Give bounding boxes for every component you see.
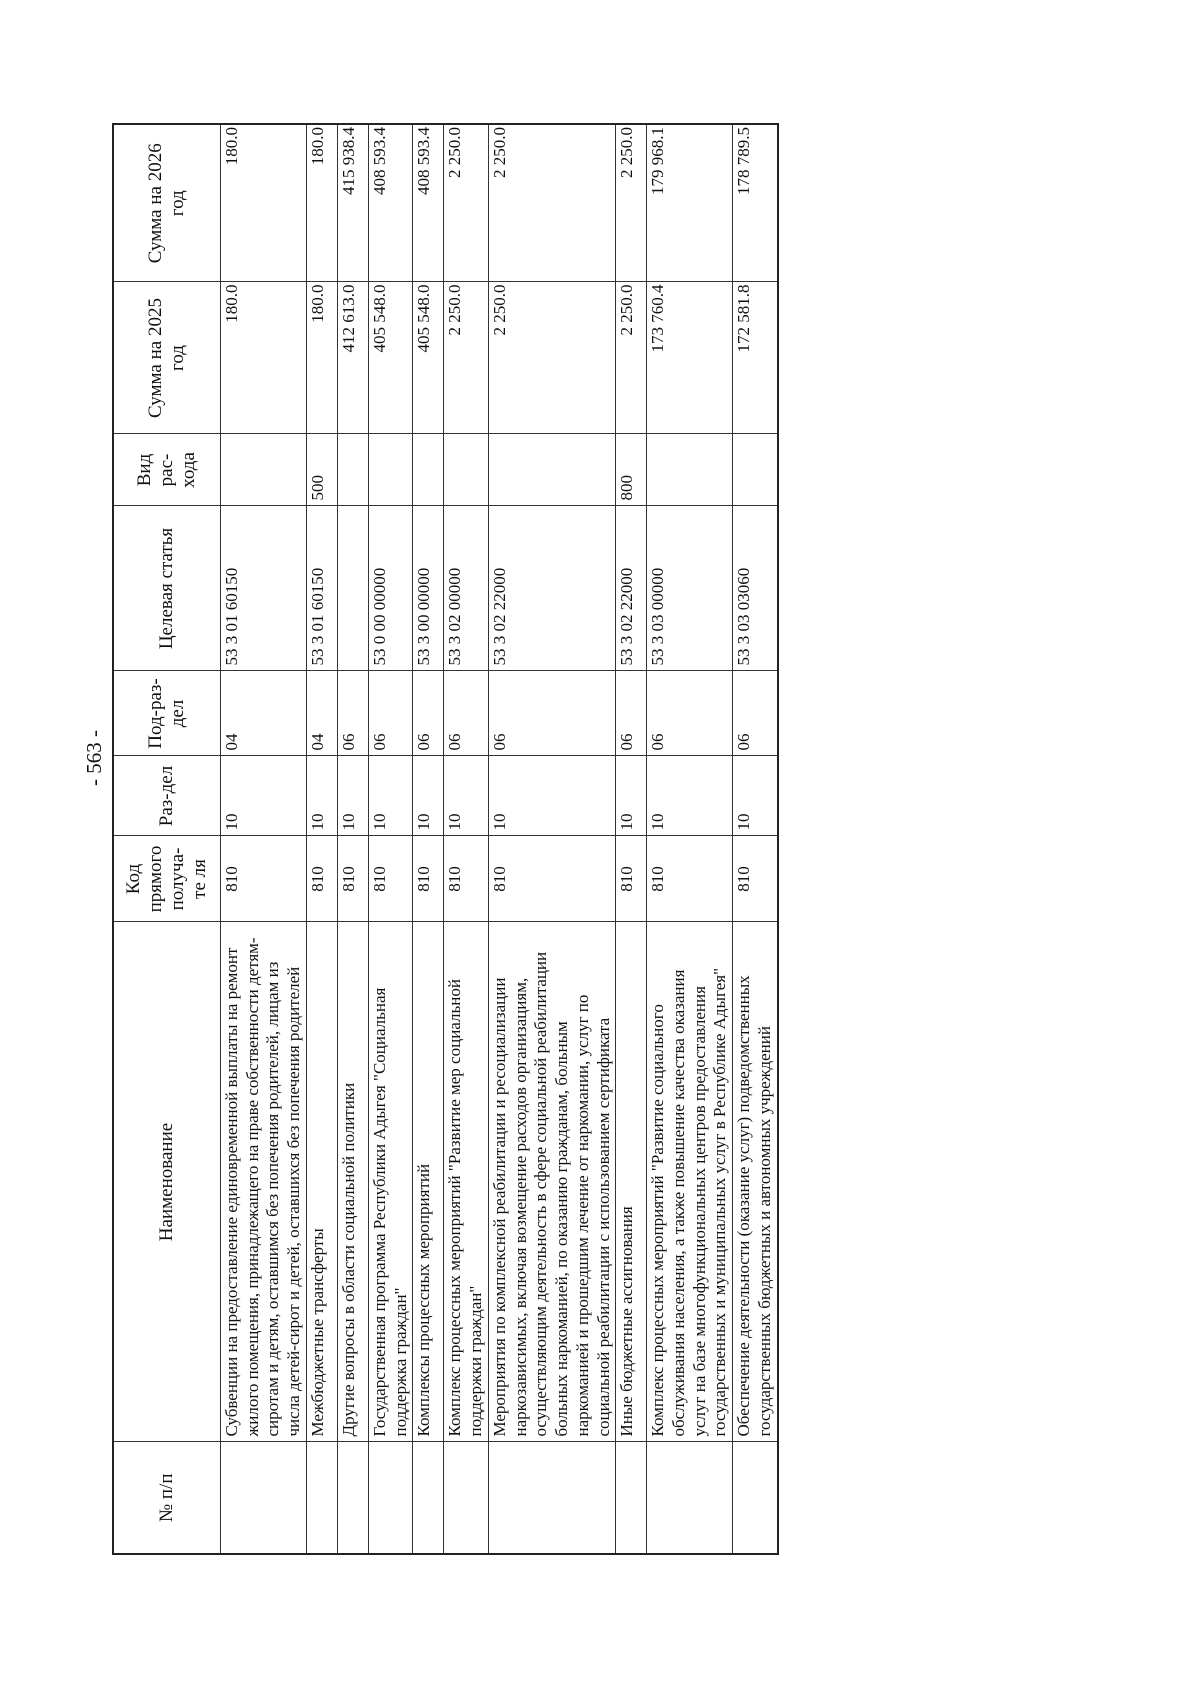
cell-num	[368, 1442, 412, 1554]
table-header-row	[113, 124, 221, 1554]
cell-code: 810	[444, 836, 488, 922]
cell-article: 53 0 00 00000	[368, 506, 412, 671]
cell-razdel: 10	[647, 756, 733, 836]
header-razdel: Раз-дел	[113, 756, 221, 836]
header-sum-2025: Сумма на 2025 год	[113, 282, 221, 434]
cell-podrazdel: 06	[368, 671, 412, 756]
cell-vid	[337, 434, 368, 506]
cell-podrazdel: 06	[616, 671, 647, 756]
cell-razdel: 10	[337, 756, 368, 836]
table-row	[616, 124, 647, 1554]
cell-razdel: 10	[221, 756, 307, 836]
table-row	[221, 124, 307, 1554]
cell-podrazdel: 04	[221, 671, 307, 756]
header-podrazdel: Под-раз-дел	[113, 671, 221, 756]
cell-razdel: 10	[733, 756, 778, 836]
cell-article: 53 3 02 22000	[488, 506, 615, 671]
cell-sum-2025: 172 581.8	[733, 282, 778, 434]
cell-code: 810	[368, 836, 412, 922]
header-sum-2026: Сумма на 2026 год	[113, 124, 221, 282]
cell-vid: 800	[616, 434, 647, 506]
cell-sum-2026: 180.0	[306, 124, 337, 282]
cell-podrazdel: 04	[306, 671, 337, 756]
table-row	[444, 124, 488, 1554]
page-number: - 563 -	[82, 730, 106, 786]
table-body	[221, 124, 778, 1554]
cell-num	[647, 1442, 733, 1554]
cell-vid	[413, 434, 444, 506]
cell-sum-2026: 408 593.4	[368, 124, 412, 282]
cell-razdel: 10	[306, 756, 337, 836]
cell-num	[488, 1442, 615, 1554]
cell-sum-2026: 180.0	[221, 124, 307, 282]
cell-code: 810	[306, 836, 337, 922]
cell-name: Комплекс процессных мероприятий "Развитие мер социальной поддержки граждан"	[444, 922, 488, 1442]
cell-razdel: 10	[444, 756, 488, 836]
cell-article: 53 3 03 00000	[647, 506, 733, 671]
cell-sum-2025: 405 548.0	[368, 282, 412, 434]
header-num: № п/п	[113, 1442, 221, 1554]
cell-code: 810	[413, 836, 444, 922]
cell-article: 53 3 00 00000	[413, 506, 444, 671]
cell-sum-2025: 180.0	[306, 282, 337, 434]
header-name: Наименование	[113, 922, 221, 1442]
cell-vid	[733, 434, 778, 506]
cell-sum-2026: 415 938.4	[337, 124, 368, 282]
cell-code: 810	[616, 836, 647, 922]
cell-code: 810	[221, 836, 307, 922]
cell-sum-2025: 173 760.4	[647, 282, 733, 434]
table-row	[306, 124, 337, 1554]
cell-sum-2026: 179 968.1	[647, 124, 733, 282]
table-row	[413, 124, 444, 1554]
header-vid: Вид рас-хода	[113, 434, 221, 506]
cell-num	[444, 1442, 488, 1554]
cell-num	[413, 1442, 444, 1554]
cell-name: Государственная программа Республики Адыгея "Социальная поддержка граждан"	[368, 922, 412, 1442]
cell-podrazdel: 06	[337, 671, 368, 756]
cell-name: Обеспечение деятельности (оказание услуг) подведомственных государственных бюджетных и автономных учреждений	[733, 922, 778, 1442]
cell-vid	[444, 434, 488, 506]
table-row	[368, 124, 412, 1554]
table-row	[337, 124, 368, 1554]
cell-sum-2026: 2 250.0	[616, 124, 647, 282]
cell-sum-2025: 2 250.0	[444, 282, 488, 434]
cell-num	[221, 1442, 307, 1554]
cell-name: Другие вопросы в области социальной политики	[337, 922, 368, 1442]
cell-podrazdel: 06	[733, 671, 778, 756]
cell-article: 53 3 02 00000	[444, 506, 488, 671]
cell-article: 53 3 03 03060	[733, 506, 778, 671]
cell-razdel: 10	[616, 756, 647, 836]
cell-article: 53 3 01 60150	[221, 506, 307, 671]
cell-sum-2026: 2 250.0	[444, 124, 488, 282]
cell-article: 53 3 01 60150	[306, 506, 337, 671]
cell-vid	[368, 434, 412, 506]
cell-code: 810	[733, 836, 778, 922]
cell-article	[337, 506, 368, 671]
cell-sum-2025: 2 250.0	[616, 282, 647, 434]
cell-podrazdel: 06	[444, 671, 488, 756]
cell-name: Субвенции на предоставление единовременной выплаты на ремонт жилого помещения, принадлежащего на праве собственности детям-сиротам и детям, оставшимся без попечения родителей, лицам из числа детей-сирот и детей, оставшихся без попечения родителей	[221, 922, 307, 1442]
cell-sum-2025: 2 250.0	[488, 282, 615, 434]
cell-num	[306, 1442, 337, 1554]
cell-vid	[647, 434, 733, 506]
cell-razdel: 10	[368, 756, 412, 836]
cell-sum-2026: 408 593.4	[413, 124, 444, 282]
cell-sum-2026: 178 789.5	[733, 124, 778, 282]
cell-podrazdel: 06	[647, 671, 733, 756]
rotated-page-content	[112, 125, 985, 1555]
cell-name: Комплексы процессных мероприятий	[413, 922, 444, 1442]
cell-num	[733, 1442, 778, 1554]
cell-num	[616, 1442, 647, 1554]
header-code: Код прямого получа-те ля	[113, 836, 221, 922]
table-row	[488, 124, 615, 1554]
cell-name: Межбюджетные трансферты	[306, 922, 337, 1442]
cell-name: Мероприятия по комплексной реабилитации и ресоциализации наркозависимых, включая возмещение расходов организациям, осуществляющим деятельность в сфере социальной реабилитации больных наркоманией, по оказанию гражданам, больным наркоманией и прошедшим лечение от наркомании, услуг по социальной реабилитации с использованием сертификата	[488, 922, 615, 1442]
cell-vid	[221, 434, 307, 506]
cell-name: Иные бюджетные ассигнования	[616, 922, 647, 1442]
cell-code: 810	[647, 836, 733, 922]
cell-sum-2025: 405 548.0	[413, 282, 444, 434]
cell-vid: 500	[306, 434, 337, 506]
cell-podrazdel: 06	[413, 671, 444, 756]
cell-vid	[488, 434, 615, 506]
cell-article: 53 3 02 22000	[616, 506, 647, 671]
cell-sum-2026: 2 250.0	[488, 124, 615, 282]
table-row	[733, 124, 778, 1554]
cell-sum-2025: 180.0	[221, 282, 307, 434]
cell-code: 810	[488, 836, 615, 922]
cell-sum-2025: 412 613.0	[337, 282, 368, 434]
header-article: Целевая статья	[113, 506, 221, 671]
cell-razdel: 10	[488, 756, 615, 836]
cell-razdel: 10	[413, 756, 444, 836]
budget-table	[112, 123, 779, 1555]
cell-num	[337, 1442, 368, 1554]
cell-podrazdel: 06	[488, 671, 615, 756]
cell-code: 810	[337, 836, 368, 922]
table-row	[647, 124, 733, 1554]
cell-name: Комплекс процессных мероприятий "Развитие социального обслуживания населения, а также повышение качества оказания услуг на базе многофункциональных центров предоставления государственных и муниципальных услуг в Республике Адыгея"	[647, 922, 733, 1442]
